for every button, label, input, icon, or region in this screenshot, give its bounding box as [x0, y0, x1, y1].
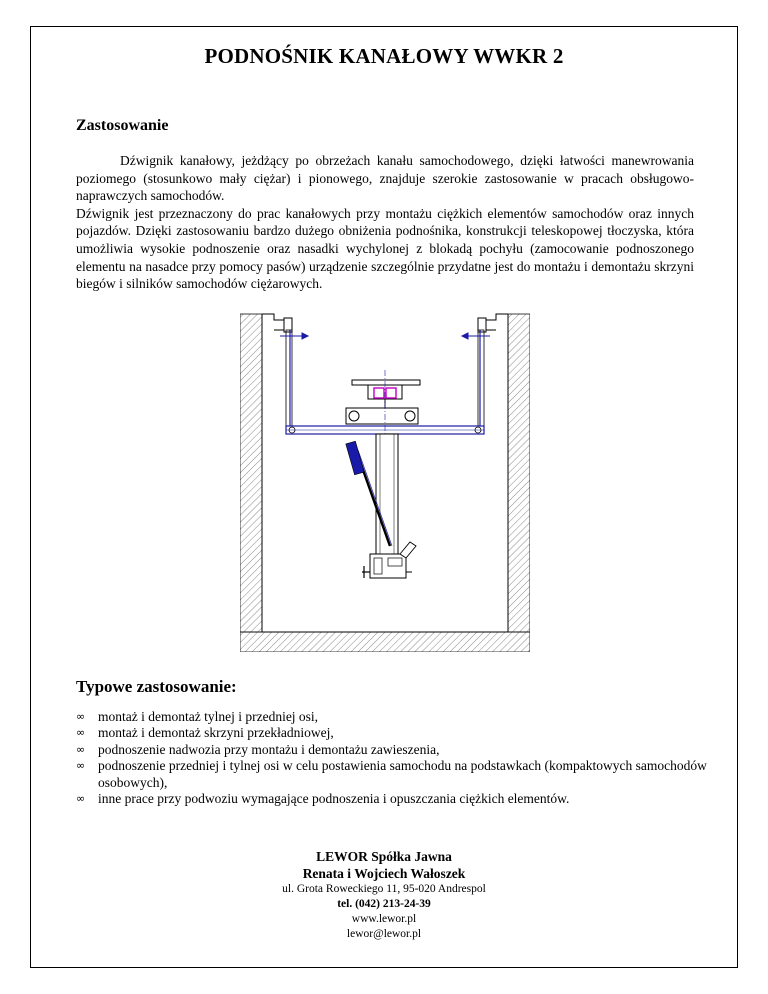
- pit-wall-left: [240, 314, 262, 632]
- rim-ledge-left: [262, 314, 284, 330]
- list-item: ∞ podnoszenie przedniej i tylnej osi w celu postawienia samochodu na podstawkach (kompaktowych samochodów osobowych),: [76, 758, 707, 790]
- rim-ledge-right: [486, 314, 508, 330]
- footer-phone-line: [0, 898, 768, 910]
- list-item: ∞ montaż i demontaż skrzyni przekładniowej,: [76, 725, 334, 741]
- footer-email[interactable]: lewor@lewor.pl: [346, 928, 422, 940]
- footer-address: ul. Grota Roweckiego 11, 95-020 Andrespol: [282, 883, 486, 895]
- description-paragraph-2: Dźwignik jest przeznaczony do prac kanałowych przy montażu ciężkich elementów samochodów oraz innych pojazdów. Dzięki zastosowaniu bardzo dużego obniżenia podnośnika, konstrukcji teleskopowej tłoczyska, która umożliwia wysokie podnoszenie oraz nasadki wychylonej z blokadą pochyłu (zamocowanie podnoszonego elementu na nasadce przy pomocy pasów) urządzenie szczególnie przydatne jest do montażu i demontażu skrzyni biegów i silników samochodów ciężarowych.: [76, 205, 694, 292]
- section-heading-application: Zastosowanie: [76, 117, 169, 134]
- list-item: ∞ montaż i demontaż tylnej i przedniej osi,: [76, 709, 319, 724]
- lever-handle: [346, 441, 364, 475]
- section-heading-typical-uses: Typowe zastosowanie:: [76, 677, 237, 696]
- description-text: [76, 152, 694, 293]
- lift-technical-drawing: [240, 310, 530, 652]
- slide-arrow-left: [280, 333, 308, 339]
- pit-wall-right: [508, 314, 530, 632]
- footer-website[interactable]: www.lewor.pl: [351, 913, 417, 925]
- infinity-bullet-icon: ∞: [76, 792, 86, 806]
- list-item: ∞ podnoszenie nadwozia przy montażu i demontażu zawieszenia,: [76, 741, 440, 757]
- footer-phone-label: tel: [337, 898, 350, 910]
- list-item: ∞ inne prace przy podwoziu wymagające podnoszenia i opuszczania ciężkich elementów.: [76, 791, 570, 807]
- page-title: PODNOŚNIK KANAŁOWY WWKR 2: [204, 44, 564, 68]
- trolley: [346, 408, 418, 424]
- infinity-bullet-icon: ∞: [76, 759, 86, 773]
- pit-floor: [240, 632, 530, 652]
- description-paragraph-1: Dźwignik kanałowy, jeżdżący po obrzeżach kanału samochodowego, dzięki łatwości manewrowania poziomego (stosunkowo mały ciężar) i pionowego, znajduje szerokie zastosowanie w pracach obsługowo-naprawczych samochodów.: [76, 153, 694, 204]
- infinity-bullet-icon: ∞: [76, 726, 86, 740]
- typical-uses-list: [76, 709, 716, 807]
- infinity-bullet-icon: ∞: [76, 710, 86, 723]
- saddle-plate: [352, 380, 420, 385]
- infinity-bullet-icon: ∞: [76, 742, 86, 756]
- footer-owners: Renata i Wojciech Wałoszek: [302, 866, 466, 881]
- slide-arrow-right: [462, 333, 490, 339]
- footer-phone: . (042) 213-24-39: [349, 898, 431, 910]
- footer-company: LEWOR Spółka Jawna: [316, 849, 452, 864]
